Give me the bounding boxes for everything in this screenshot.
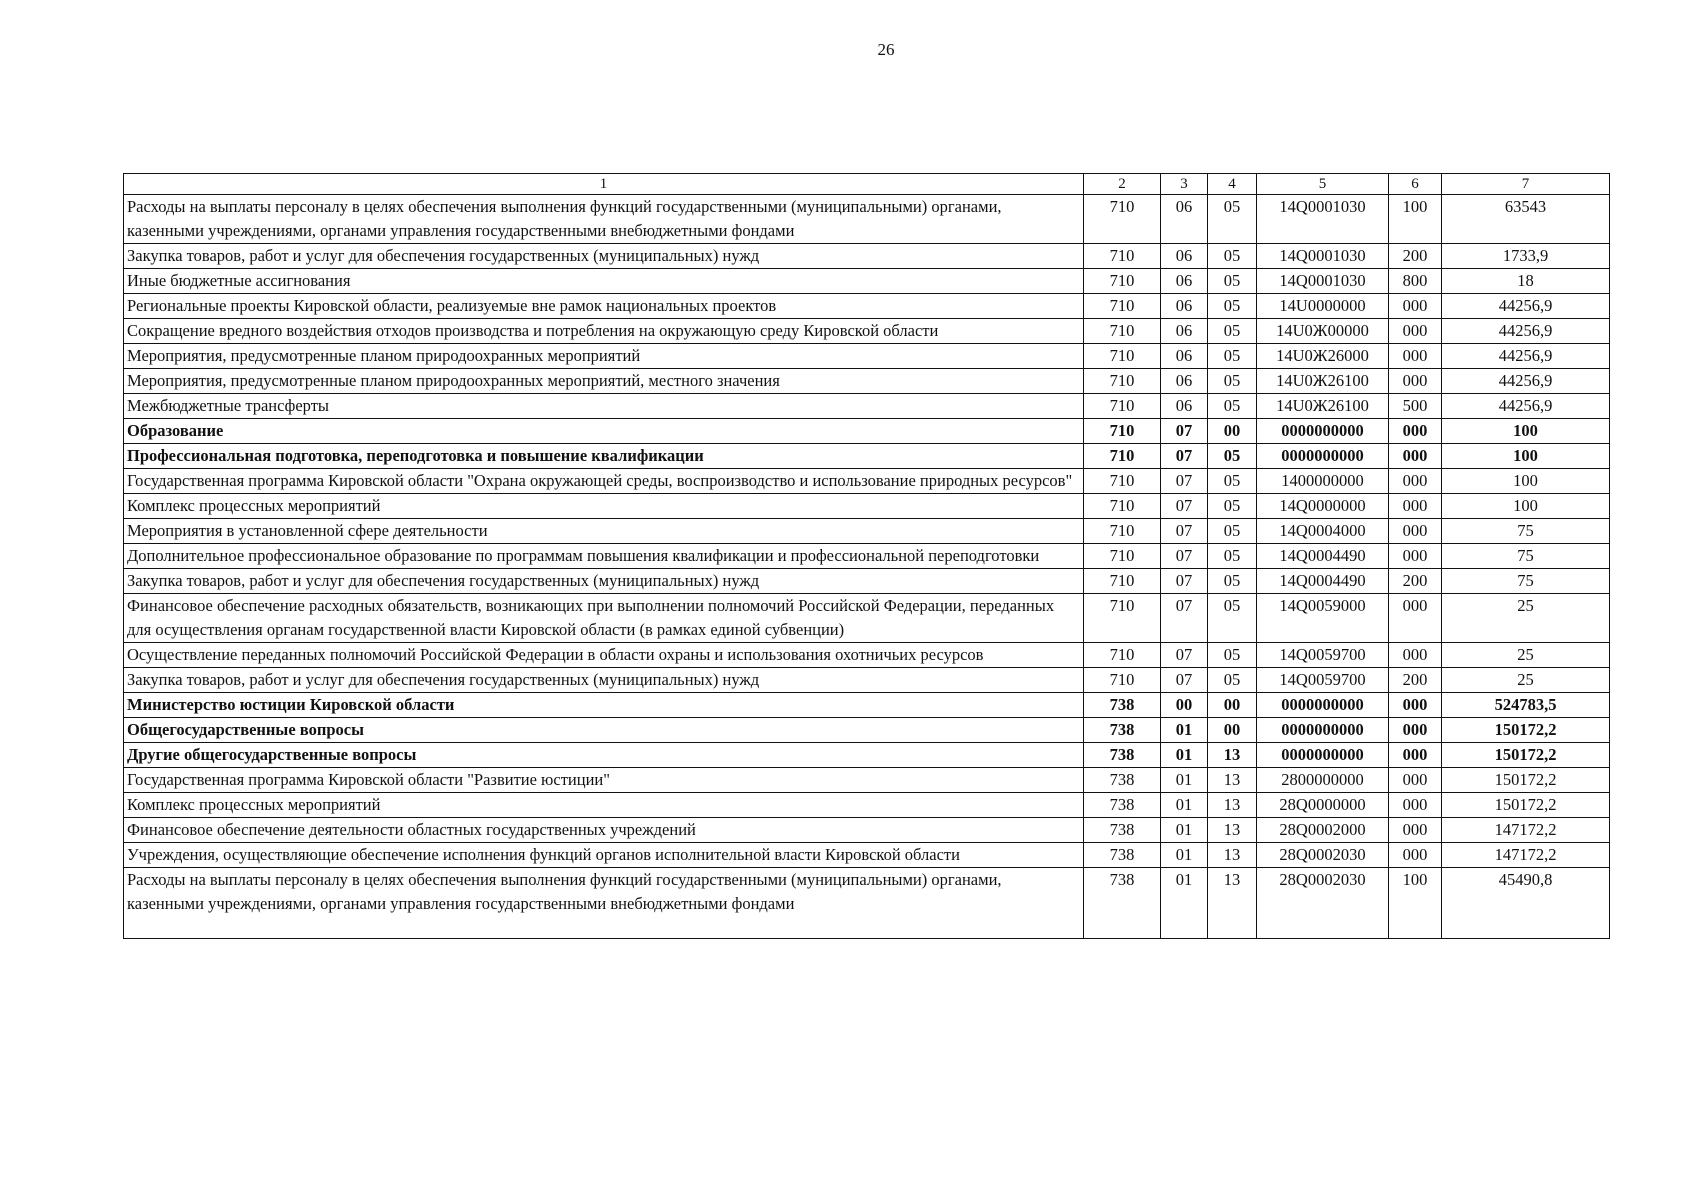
row-section-cell: 07 bbox=[1161, 419, 1208, 444]
table-row bbox=[124, 394, 1610, 419]
row-section-cell: 06 bbox=[1161, 394, 1208, 419]
row-expense-type-cell: 000 bbox=[1389, 344, 1442, 369]
table-row bbox=[124, 319, 1610, 344]
table-row bbox=[124, 793, 1610, 818]
table-row bbox=[124, 569, 1610, 594]
row-subsection-cell: 05 bbox=[1208, 244, 1257, 269]
row-target-article-cell: 14Q0004490 bbox=[1257, 544, 1389, 569]
row-subsection-cell: 13 bbox=[1208, 843, 1257, 868]
row-name-cell: Общегосударственные вопросы bbox=[124, 718, 1084, 743]
row-admin-code-cell: 738 bbox=[1084, 743, 1161, 768]
row-target-article-cell: 14Q0059700 bbox=[1257, 643, 1389, 668]
page-number: 26 bbox=[877, 40, 895, 59]
row-amount-cell: 63543 bbox=[1442, 195, 1610, 244]
row-admin-code-cell: 738 bbox=[1084, 843, 1161, 868]
table-row bbox=[124, 693, 1610, 718]
header-col-5: 5 bbox=[1257, 174, 1389, 195]
row-expense-type-cell: 000 bbox=[1389, 718, 1442, 743]
row-admin-code-cell: 710 bbox=[1084, 469, 1161, 494]
table-row bbox=[124, 369, 1610, 394]
header-col-4: 4 bbox=[1208, 174, 1257, 195]
row-admin-code-cell: 710 bbox=[1084, 668, 1161, 693]
row-subsection-cell: 13 bbox=[1208, 743, 1257, 768]
row-subsection-cell: 05 bbox=[1208, 269, 1257, 294]
table-row bbox=[124, 843, 1610, 868]
row-subsection-cell: 05 bbox=[1208, 369, 1257, 394]
row-name-cell: Профессиональная подготовка, переподготовка и повышение квалификации bbox=[124, 444, 1084, 469]
row-name-cell: Иные бюджетные ассигнования bbox=[124, 269, 1084, 294]
row-target-article-cell: 14Q0059000 bbox=[1257, 594, 1389, 643]
row-target-article-cell: 2800000000 bbox=[1257, 768, 1389, 793]
header-col-3: 3 bbox=[1161, 174, 1208, 195]
row-amount-cell: 45490,8 bbox=[1442, 868, 1610, 939]
row-section-cell: 06 bbox=[1161, 269, 1208, 294]
row-admin-code-cell: 738 bbox=[1084, 793, 1161, 818]
row-subsection-cell: 13 bbox=[1208, 868, 1257, 939]
row-expense-type-cell: 800 bbox=[1389, 269, 1442, 294]
row-admin-code-cell: 710 bbox=[1084, 444, 1161, 469]
table-row bbox=[124, 444, 1610, 469]
row-expense-type-cell: 000 bbox=[1389, 319, 1442, 344]
row-admin-code-cell: 710 bbox=[1084, 419, 1161, 444]
row-expense-type-cell: 000 bbox=[1389, 294, 1442, 319]
row-target-article-cell: 28Q0002030 bbox=[1257, 868, 1389, 939]
row-target-article-cell: 14Q0004490 bbox=[1257, 569, 1389, 594]
row-admin-code-cell: 710 bbox=[1084, 369, 1161, 394]
row-section-cell: 01 bbox=[1161, 868, 1208, 939]
table-row bbox=[124, 419, 1610, 444]
row-section-cell: 06 bbox=[1161, 294, 1208, 319]
row-name-cell: Государственная программа Кировской области "Охрана окружающей среды, воспроизводство и использование природных ресурсов" bbox=[124, 469, 1084, 494]
table-row bbox=[124, 195, 1610, 244]
row-subsection-cell: 05 bbox=[1208, 494, 1257, 519]
row-expense-type-cell: 000 bbox=[1389, 793, 1442, 818]
table-row bbox=[124, 818, 1610, 843]
row-name-cell: Финансовое обеспечение расходных обязательств, возникающих при выполнении полномочий Российской Федерации, переданных для осуществления органам государственной власти Кировской области (в рамках единой субвенции) bbox=[124, 594, 1084, 643]
row-target-article-cell: 14Q0059700 bbox=[1257, 668, 1389, 693]
row-amount-cell: 524783,5 bbox=[1442, 693, 1610, 718]
row-amount-cell: 75 bbox=[1442, 519, 1610, 544]
row-name-cell: Расходы на выплаты персоналу в целях обеспечения выполнения функций государственными (муниципальными) органами, казенными учреждениями, органами управления государственными внебюджетными фондами bbox=[124, 868, 1084, 939]
row-amount-cell: 100 bbox=[1442, 469, 1610, 494]
row-expense-type-cell: 200 bbox=[1389, 244, 1442, 269]
row-subsection-cell: 13 bbox=[1208, 818, 1257, 843]
row-subsection-cell: 05 bbox=[1208, 319, 1257, 344]
row-amount-cell: 147172,2 bbox=[1442, 843, 1610, 868]
table-row bbox=[124, 768, 1610, 793]
row-section-cell: 07 bbox=[1161, 594, 1208, 643]
row-amount-cell: 100 bbox=[1442, 494, 1610, 519]
row-expense-type-cell: 000 bbox=[1389, 768, 1442, 793]
row-target-article-cell: 28Q0002030 bbox=[1257, 843, 1389, 868]
row-name-cell: Сокращение вредного воздействия отходов производства и потребления на окружающую среду Кировской области bbox=[124, 319, 1084, 344]
row-section-cell: 06 bbox=[1161, 369, 1208, 394]
row-admin-code-cell: 738 bbox=[1084, 818, 1161, 843]
table-row bbox=[124, 344, 1610, 369]
table-row bbox=[124, 244, 1610, 269]
row-amount-cell: 44256,9 bbox=[1442, 319, 1610, 344]
row-admin-code-cell: 710 bbox=[1084, 394, 1161, 419]
row-name-cell: Дополнительное профессиональное образование по программам повышения квалификации и профессиональной переподготовки bbox=[124, 544, 1084, 569]
row-target-article-cell: 14Q0001030 bbox=[1257, 195, 1389, 244]
header-row bbox=[124, 174, 1610, 195]
row-section-cell: 07 bbox=[1161, 519, 1208, 544]
row-amount-cell: 25 bbox=[1442, 643, 1610, 668]
row-section-cell: 06 bbox=[1161, 244, 1208, 269]
row-amount-cell: 75 bbox=[1442, 544, 1610, 569]
row-amount-cell: 75 bbox=[1442, 569, 1610, 594]
row-target-article-cell: 14Q0001030 bbox=[1257, 244, 1389, 269]
row-admin-code-cell: 710 bbox=[1084, 544, 1161, 569]
row-name-cell: Осуществление переданных полномочий Российской Федерации в области охраны и использования охотничьих ресурсов bbox=[124, 643, 1084, 668]
row-name-cell: Мероприятия в установленной сфере деятельности bbox=[124, 519, 1084, 544]
row-target-article-cell: 14Q0004000 bbox=[1257, 519, 1389, 544]
row-section-cell: 00 bbox=[1161, 693, 1208, 718]
row-target-article-cell: 0000000000 bbox=[1257, 444, 1389, 469]
row-section-cell: 07 bbox=[1161, 668, 1208, 693]
row-name-cell: Комплекс процессных мероприятий bbox=[124, 494, 1084, 519]
row-name-cell: Закупка товаров, работ и услуг для обеспечения государственных (муниципальных) нужд bbox=[124, 569, 1084, 594]
table-row bbox=[124, 643, 1610, 668]
row-target-article-cell: 14U0Ж26100 bbox=[1257, 369, 1389, 394]
row-subsection-cell: 05 bbox=[1208, 195, 1257, 244]
header-col-7: 7 bbox=[1442, 174, 1610, 195]
row-amount-cell: 100 bbox=[1442, 419, 1610, 444]
row-expense-type-cell: 000 bbox=[1389, 544, 1442, 569]
row-subsection-cell: 05 bbox=[1208, 469, 1257, 494]
row-name-cell: Межбюджетные трансферты bbox=[124, 394, 1084, 419]
row-expense-type-cell: 000 bbox=[1389, 519, 1442, 544]
row-name-cell: Образование bbox=[124, 419, 1084, 444]
row-admin-code-cell: 710 bbox=[1084, 643, 1161, 668]
row-expense-type-cell: 200 bbox=[1389, 668, 1442, 693]
row-target-article-cell: 0000000000 bbox=[1257, 693, 1389, 718]
table-row bbox=[124, 544, 1610, 569]
row-expense-type-cell: 000 bbox=[1389, 419, 1442, 444]
table-row bbox=[124, 718, 1610, 743]
row-subsection-cell: 05 bbox=[1208, 668, 1257, 693]
row-target-article-cell: 0000000000 bbox=[1257, 743, 1389, 768]
row-amount-cell: 44256,9 bbox=[1442, 369, 1610, 394]
row-expense-type-cell: 100 bbox=[1389, 195, 1442, 244]
row-amount-cell: 150172,2 bbox=[1442, 768, 1610, 793]
row-target-article-cell: 14U0Ж26000 bbox=[1257, 344, 1389, 369]
budget-table bbox=[123, 173, 1610, 939]
row-section-cell: 01 bbox=[1161, 718, 1208, 743]
row-name-cell: Министерство юстиции Кировской области bbox=[124, 693, 1084, 718]
row-admin-code-cell: 710 bbox=[1084, 569, 1161, 594]
row-name-cell: Комплекс процессных мероприятий bbox=[124, 793, 1084, 818]
row-expense-type-cell: 500 bbox=[1389, 394, 1442, 419]
row-admin-code-cell: 738 bbox=[1084, 718, 1161, 743]
row-expense-type-cell: 000 bbox=[1389, 843, 1442, 868]
row-expense-type-cell: 000 bbox=[1389, 369, 1442, 394]
row-expense-type-cell: 000 bbox=[1389, 643, 1442, 668]
row-section-cell: 01 bbox=[1161, 768, 1208, 793]
row-admin-code-cell: 738 bbox=[1084, 868, 1161, 939]
row-target-article-cell: 14U0Ж00000 bbox=[1257, 319, 1389, 344]
row-subsection-cell: 05 bbox=[1208, 394, 1257, 419]
row-admin-code-cell: 738 bbox=[1084, 693, 1161, 718]
row-name-cell: Государственная программа Кировской области "Развитие юстиции" bbox=[124, 768, 1084, 793]
row-name-cell: Региональные проекты Кировской области, реализуемые вне рамок национальных проектов bbox=[124, 294, 1084, 319]
row-expense-type-cell: 000 bbox=[1389, 494, 1442, 519]
row-amount-cell: 44256,9 bbox=[1442, 394, 1610, 419]
row-subsection-cell: 05 bbox=[1208, 294, 1257, 319]
row-admin-code-cell: 710 bbox=[1084, 294, 1161, 319]
row-name-cell: Другие общегосударственные вопросы bbox=[124, 743, 1084, 768]
row-subsection-cell: 13 bbox=[1208, 793, 1257, 818]
row-admin-code-cell: 710 bbox=[1084, 519, 1161, 544]
row-amount-cell: 25 bbox=[1442, 594, 1610, 643]
table-row bbox=[124, 519, 1610, 544]
row-target-article-cell: 14Q0000000 bbox=[1257, 494, 1389, 519]
row-expense-type-cell: 000 bbox=[1389, 693, 1442, 718]
row-name-cell: Финансовое обеспечение деятельности областных государственных учреждений bbox=[124, 818, 1084, 843]
row-section-cell: 07 bbox=[1161, 544, 1208, 569]
row-section-cell: 01 bbox=[1161, 793, 1208, 818]
row-subsection-cell: 05 bbox=[1208, 544, 1257, 569]
row-section-cell: 06 bbox=[1161, 195, 1208, 244]
row-amount-cell: 44256,9 bbox=[1442, 344, 1610, 369]
row-section-cell: 07 bbox=[1161, 494, 1208, 519]
row-target-article-cell: 28Q0002000 bbox=[1257, 818, 1389, 843]
row-name-cell: Мероприятия, предусмотренные планом природоохранных мероприятий bbox=[124, 344, 1084, 369]
table-row bbox=[124, 743, 1610, 768]
table-row bbox=[124, 269, 1610, 294]
row-name-cell: Закупка товаров, работ и услуг для обеспечения государственных (муниципальных) нужд bbox=[124, 668, 1084, 693]
row-target-article-cell: 1400000000 bbox=[1257, 469, 1389, 494]
row-subsection-cell: 05 bbox=[1208, 344, 1257, 369]
row-section-cell: 07 bbox=[1161, 569, 1208, 594]
row-name-cell: Расходы на выплаты персоналу в целях обеспечения выполнения функций государственными (муниципальными) органами, казенными учреждениями, органами управления государственными внебюджетными фондами bbox=[124, 195, 1084, 244]
row-section-cell: 07 bbox=[1161, 469, 1208, 494]
row-target-article-cell: 14U0000000 bbox=[1257, 294, 1389, 319]
row-expense-type-cell: 000 bbox=[1389, 743, 1442, 768]
row-subsection-cell: 00 bbox=[1208, 693, 1257, 718]
row-subsection-cell: 05 bbox=[1208, 643, 1257, 668]
row-amount-cell: 18 bbox=[1442, 269, 1610, 294]
row-amount-cell: 150172,2 bbox=[1442, 793, 1610, 818]
row-subsection-cell: 00 bbox=[1208, 419, 1257, 444]
row-admin-code-cell: 710 bbox=[1084, 594, 1161, 643]
row-target-article-cell: 0000000000 bbox=[1257, 718, 1389, 743]
row-amount-cell: 100 bbox=[1442, 444, 1610, 469]
row-subsection-cell: 05 bbox=[1208, 519, 1257, 544]
row-amount-cell: 1733,9 bbox=[1442, 244, 1610, 269]
table-row bbox=[124, 594, 1610, 643]
row-amount-cell: 44256,9 bbox=[1442, 294, 1610, 319]
row-name-cell: Закупка товаров, работ и услуг для обеспечения государственных (муниципальных) нужд bbox=[124, 244, 1084, 269]
table-row bbox=[124, 494, 1610, 519]
row-target-article-cell: 14U0Ж26100 bbox=[1257, 394, 1389, 419]
row-subsection-cell: 13 bbox=[1208, 768, 1257, 793]
header-col-1: 1 bbox=[124, 174, 1084, 195]
row-section-cell: 06 bbox=[1161, 344, 1208, 369]
row-target-article-cell: 28Q0000000 bbox=[1257, 793, 1389, 818]
row-subsection-cell: 05 bbox=[1208, 569, 1257, 594]
row-expense-type-cell: 000 bbox=[1389, 594, 1442, 643]
row-admin-code-cell: 710 bbox=[1084, 195, 1161, 244]
row-section-cell: 07 bbox=[1161, 444, 1208, 469]
row-admin-code-cell: 738 bbox=[1084, 768, 1161, 793]
row-expense-type-cell: 200 bbox=[1389, 569, 1442, 594]
table-row bbox=[124, 469, 1610, 494]
row-admin-code-cell: 710 bbox=[1084, 344, 1161, 369]
row-expense-type-cell: 000 bbox=[1389, 818, 1442, 843]
table-row bbox=[124, 668, 1610, 693]
row-section-cell: 07 bbox=[1161, 643, 1208, 668]
row-section-cell: 06 bbox=[1161, 319, 1208, 344]
row-amount-cell: 150172,2 bbox=[1442, 743, 1610, 768]
row-name-cell: Мероприятия, предусмотренные планом природоохранных мероприятий, местного значения bbox=[124, 369, 1084, 394]
row-target-article-cell: 0000000000 bbox=[1257, 419, 1389, 444]
row-amount-cell: 25 bbox=[1442, 668, 1610, 693]
row-expense-type-cell: 000 bbox=[1389, 469, 1442, 494]
table-row bbox=[124, 294, 1610, 319]
row-target-article-cell: 14Q0001030 bbox=[1257, 269, 1389, 294]
header-col-6: 6 bbox=[1389, 174, 1442, 195]
row-section-cell: 01 bbox=[1161, 743, 1208, 768]
row-admin-code-cell: 710 bbox=[1084, 319, 1161, 344]
row-section-cell: 01 bbox=[1161, 818, 1208, 843]
row-expense-type-cell: 100 bbox=[1389, 868, 1442, 939]
row-section-cell: 01 bbox=[1161, 843, 1208, 868]
row-name-cell: Учреждения, осуществляющие обеспечение исполнения функций органов исполнительной власти Кировской области bbox=[124, 843, 1084, 868]
row-subsection-cell: 05 bbox=[1208, 444, 1257, 469]
row-expense-type-cell: 000 bbox=[1389, 444, 1442, 469]
row-amount-cell: 147172,2 bbox=[1442, 818, 1610, 843]
header-col-2: 2 bbox=[1084, 174, 1161, 195]
row-admin-code-cell: 710 bbox=[1084, 494, 1161, 519]
row-subsection-cell: 05 bbox=[1208, 594, 1257, 643]
row-subsection-cell: 00 bbox=[1208, 718, 1257, 743]
table-row bbox=[124, 868, 1610, 939]
row-admin-code-cell: 710 bbox=[1084, 269, 1161, 294]
row-admin-code-cell: 710 bbox=[1084, 244, 1161, 269]
row-amount-cell: 150172,2 bbox=[1442, 718, 1610, 743]
